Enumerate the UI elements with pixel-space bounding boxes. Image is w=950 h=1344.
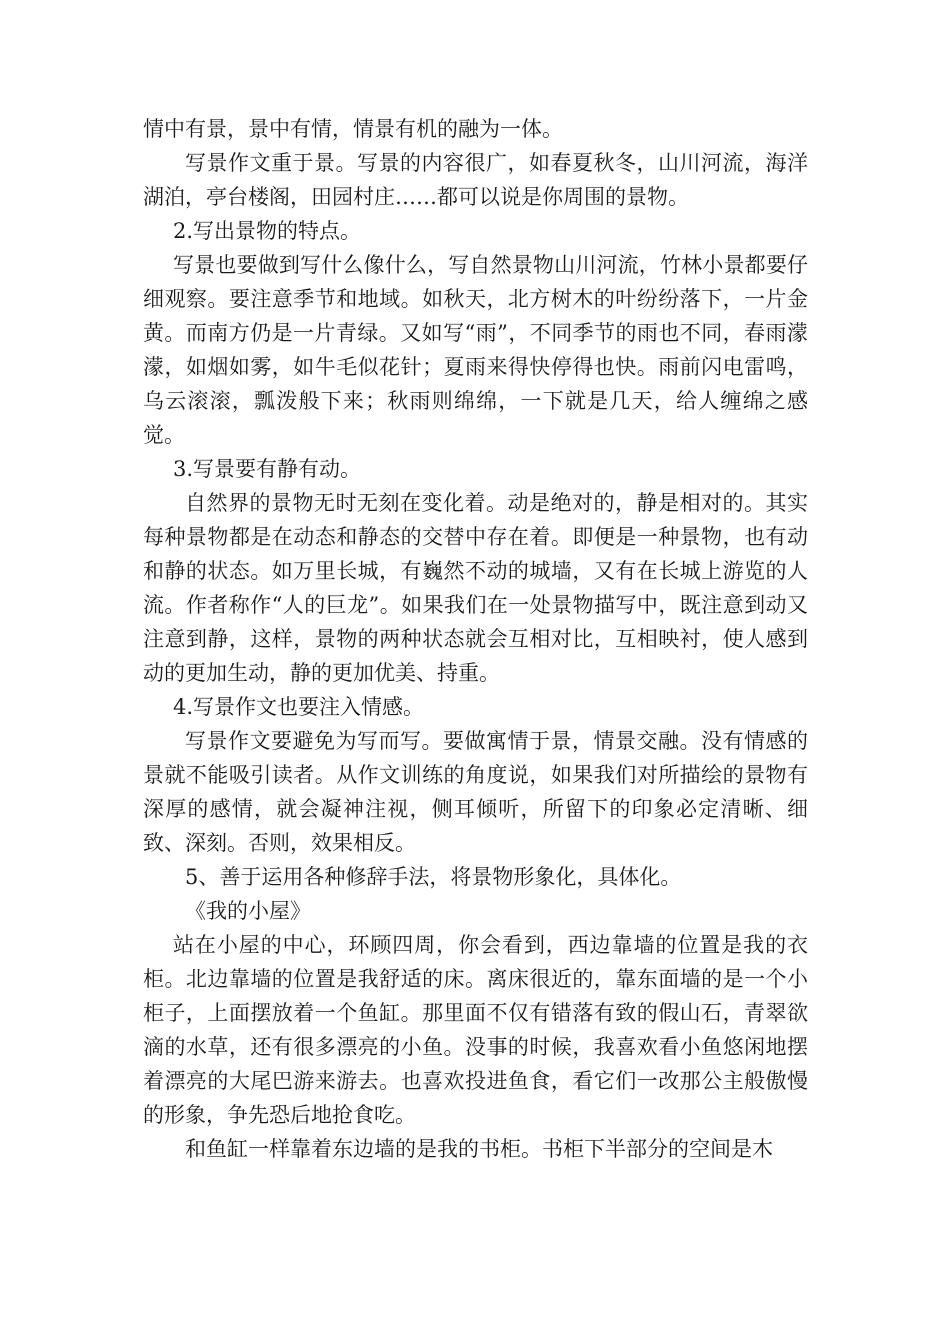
paragraph-bookcase: 和鱼缸一样靠着东边墙的是我的书柜。书柜下半部分的空间是木 [185,1137,773,1161]
heading-2: 2.写出景物的特点。 [173,219,362,243]
paragraph-features: 写景也要做到写什么像什么，写自然景物山川河流，竹林小景都要仔细观察。要注意季节和地域。如秋天，北方树木的叶纷纷落下，一片金黄。而南方仍是一片青绿。又如写“雨”，不同季节的雨也不同，春雨濛濛，如烟如雾，如牛毛似花针；夏雨来得快停得也快。雨前闪电雷鸣，乌云滚滚，瓢泼般下来；秋雨则绵绵，一下就是几天，给人缠绵之感觉。 [143,253,808,447]
paragraph-intro-end: 情中有景，景中有情，情景有机的融为一体。 [143,117,563,141]
essay-title: 《我的小屋》 [185,899,311,923]
paragraph-emotion: 写景作文要避免为写而写。要做寓情于景，情景交融。没有情感的景就不能吸引读者。从作文训练的角度说，如果我们对所描绘的景物有深厚的感情，就会凝神注视，侧耳倾听，所留下的印象必定清晰、细致、深刻。否则，效果相反。 [143,729,808,855]
paragraph-scenery-focus: 写景作文重于景。写景的内容很广，如春夏秋冬，山川河流，海洋湖泊，亭台楼阁，田园村庄……都可以说是你周围的景物。 [143,151,808,209]
paragraph-motion-stillness: 自然界的景物无时无刻在变化着。动是绝对的，静是相对的。其实每种景物都是在动态和静态的交替中存在着。即便是一种景物，也有动和静的状态。如万里长城，有巍然不动的城墙，又有在长城上游览的人流。作者称作“人的巨龙”。如果我们在一处景物描写中，既注意到动又注意到静，这样，景物的两种状态就会互相对比，互相映衬，使人感到动的更加生动，静的更加优美、持重。 [143,491,808,685]
heading-4: 4.写景作文也要注入情感。 [173,695,425,719]
paragraph-room-description: 站在小屋的中心，环顾四周，你会看到，西边靠墙的位置是我的衣柜。北边靠墙的位置是我舒适的床。离床很近的，靠东面墙的是一个小柜子，上面摆放着一个鱼缸。那里面不仅有错落有致的假山石，青翠欲滴的水草，还有很多漂亮的小鱼。没事的时候，我喜欢看小鱼悠闲地摆着漂亮的大尾巴游来游去。也喜欢投进鱼食，看它们一改那公主般傲慢的形象，争先恐后地抢食吃。 [143,933,808,1127]
heading-5: 5、善于运用各种修辞手法，将景物形象化，具体化。 [185,865,682,889]
document-body [143,112,808,1166]
heading-3: 3.写景要有静有动。 [173,457,362,481]
